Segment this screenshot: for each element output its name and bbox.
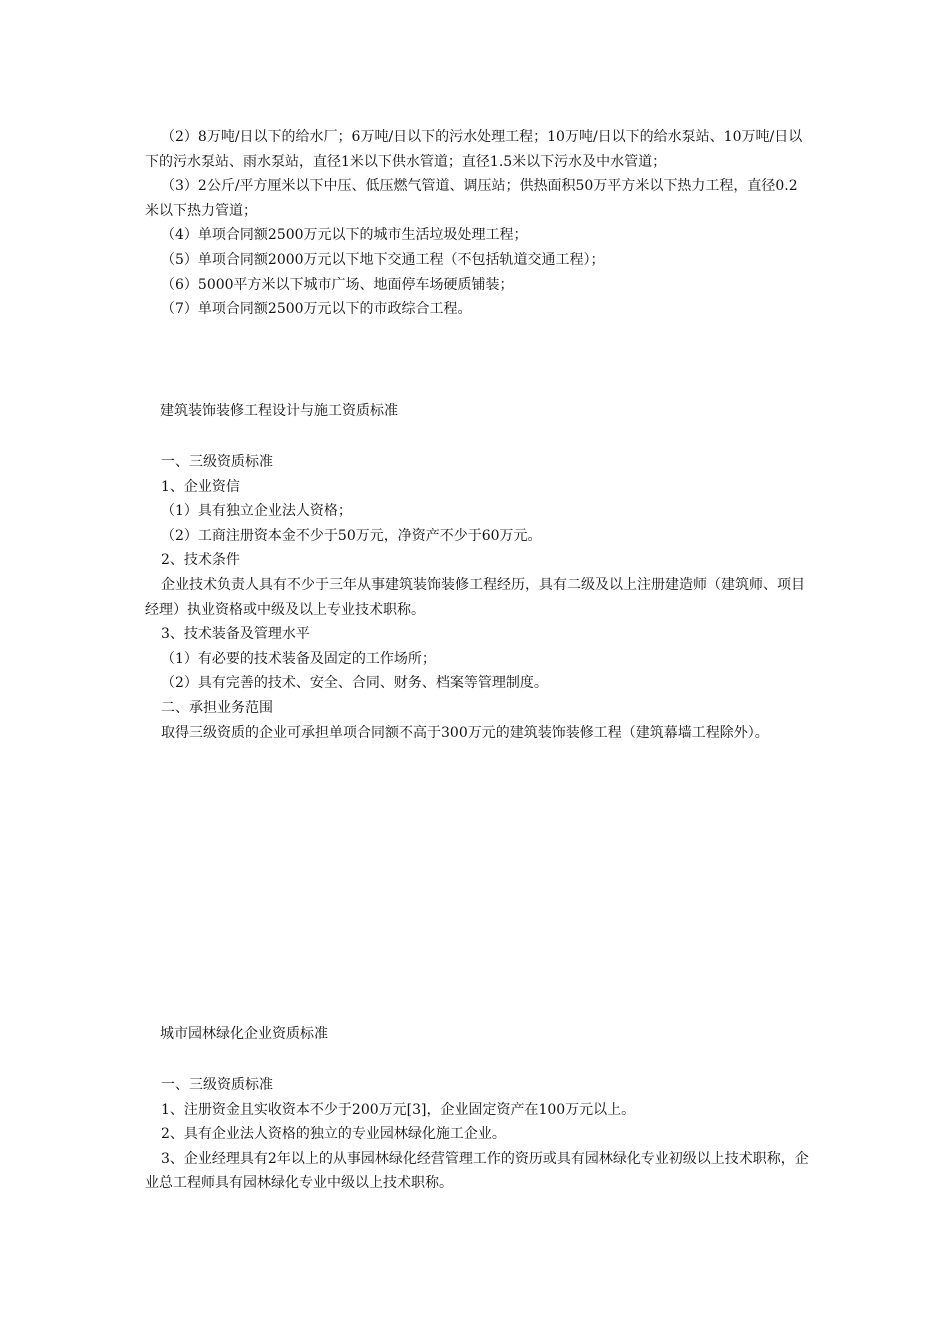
landscaping-standard-body	[145, 1073, 810, 1196]
paragraph: （5）单项合同额2000万元以下地下交通工程（不包括轨道交通工程）；	[161, 251, 605, 268]
paragraph: 1、注册资金且实收资本不少于200万元[3]，企业固定资产在100万元以上。	[161, 1101, 636, 1118]
heading-level-1: 二、承担业务范围	[161, 699, 273, 716]
paragraph: 企业技术负责人具有不少于三年从事建筑装饰装修工程经历，具有二级及以上注册建造师（建筑师、项目经理）执业资格或中级及以上专业技术职称。	[145, 576, 805, 618]
heading-level-1: 一、三级资质标准	[161, 1077, 273, 1093]
paragraph: （1）有必要的技术装备及固定的工作场所；	[161, 650, 436, 667]
paragraph: （7）单项合同额2500万元以下的市政综合工程。	[161, 301, 472, 318]
section-title-landscaping: 城市园林绿化企业资质标准	[160, 1026, 328, 1042]
paragraph: （4）单项合同额2500万元以下的城市生活垃圾处理工程；	[161, 227, 528, 244]
section-title-decoration: 建筑装饰装修工程设计与施工资质标准	[160, 403, 398, 419]
municipal-scope-list	[145, 125, 810, 322]
paragraph: 取得三级资质的企业可承担单项合同额不高于300万元的建筑装饰装修工程（建筑幕墙工程除外）。	[161, 724, 769, 741]
heading-level-1: 一、三级资质标准	[161, 454, 273, 470]
paragraph: （1）具有独立企业法人资格；	[161, 503, 352, 520]
paragraph: （2）8万吨/日以下的给水厂；6万吨/日以下的污水处理工程；10万吨/日以下的给水泵站、10万吨/日以下的污水泵站、雨水泵站，直径1米以下供水管道；直径1.5米以下污水及中水管道；	[145, 129, 803, 170]
paragraph: 3、企业经理具有2年以上的从事园林绿化经营管理工作的资历或具有园林绿化专业初级以上技术职称，企业总工程师具有园林绿化专业中级以上技术职称。	[145, 1150, 809, 1192]
heading-level-2: 2、技术条件	[161, 552, 240, 569]
decoration-standard-body	[145, 450, 810, 745]
heading-level-2: 1、企业资信	[161, 478, 240, 495]
paragraph: （6）5000平方米以下城市广场、地面停车场硬质铺装；	[161, 276, 514, 293]
paragraph: 2、具有企业法人资格的独立的专业园林绿化施工企业。	[161, 1126, 506, 1143]
heading-level-2: 3、技术装备及管理水平	[161, 626, 310, 643]
paragraph: （2）工商注册资本金不少于50万元，净资产不少于60万元。	[161, 527, 542, 544]
paragraph: （2）具有完善的技术、安全、合同、财务、档案等管理制度。	[161, 675, 548, 692]
paragraph: （3）2公斤/平方厘米以下中压、低压燃气管道、调压站；供热面积50万平方米以下热力工程，直径0.2米以下热力管道；	[145, 178, 798, 219]
